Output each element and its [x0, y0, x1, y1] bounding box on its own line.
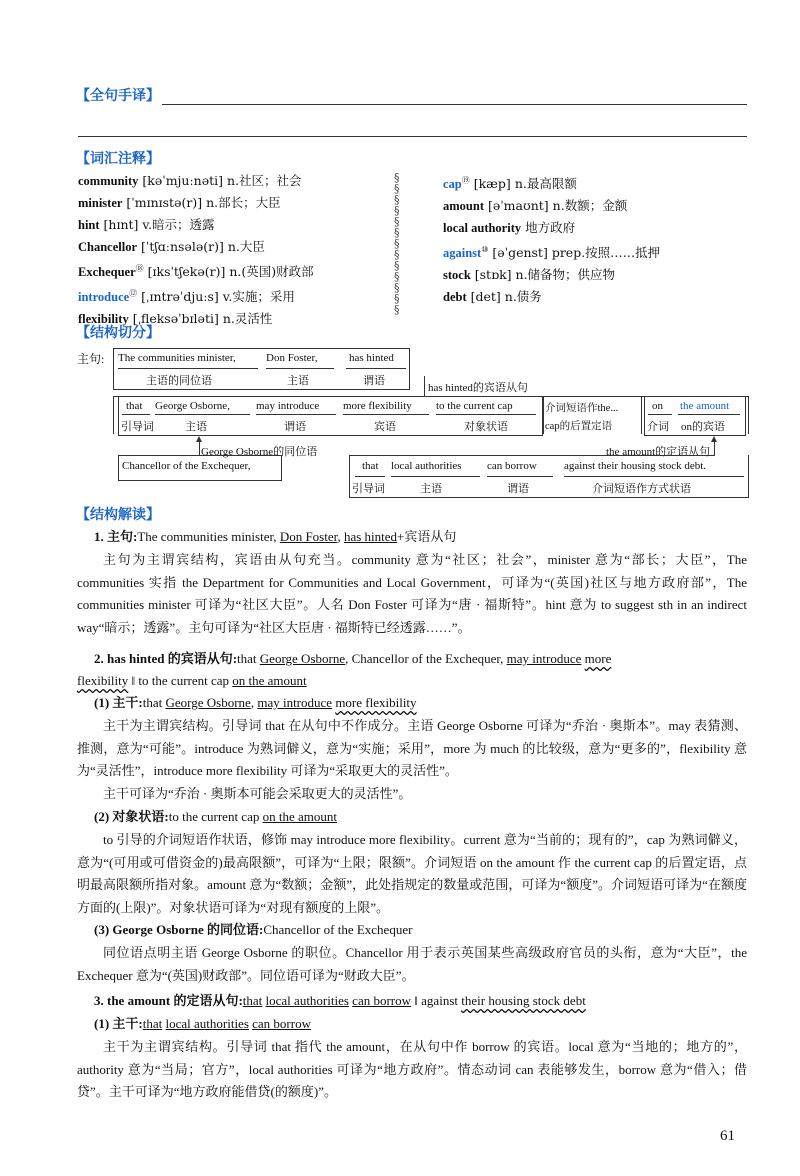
- row1-predicate-cn: 谓语: [363, 375, 385, 387]
- postmodifier-note-bottom: cap的后置定语: [545, 421, 613, 432]
- row2-underline: [155, 414, 250, 415]
- vocab-left-column: [78, 170, 398, 330]
- translation-line-1: [162, 104, 747, 105]
- section-2-1-heading: (1) 主干:that George Osborne, may introduce more flexibility: [94, 695, 417, 710]
- row3-that-cn: 引导词: [352, 483, 385, 495]
- row3-that-en: that: [362, 460, 379, 472]
- row3-subject-en: local authorities: [391, 460, 462, 472]
- vocab-entry: flexibility [ˌfleksəˈbɪləti] n.灵活性: [78, 311, 273, 327]
- row1-subject-en: Don Foster,: [266, 352, 318, 364]
- appositive-label: George Osborne的同位语: [201, 446, 318, 458]
- row1-appositive-en: The communities minister,: [118, 352, 236, 364]
- translation-line-2: [78, 136, 747, 137]
- row3-underline: [355, 476, 385, 477]
- vocab-entry: introduce⑫ [ˌɪntrəˈdjuːs] v.实施；采用: [78, 289, 295, 305]
- vocab-entry: minister [ˈmɪnɪstə(r)] n.部长；大臣: [78, 195, 281, 210]
- row2-that-cn: 引导词: [121, 421, 154, 433]
- vocab-entry: debt [det] n.债务: [443, 289, 542, 305]
- section-3-1-heading: (1) 主干:that local authorities can borrow: [94, 1016, 311, 1031]
- vocab-entry: local authority 地方政府: [443, 220, 576, 236]
- section-2-2-body: to 引导的介词短语作状语，修饰 may introduce more flexibility。current 意为“当前的；现有的”，cap 为熟词僻义，意为“(可用或可借资金的)最高限额”，可译为“上限；限额”。介词短语 on the amount 作 the current cap 的后置定语，点明最高限额所指对象。amount 意为“数额；金额”，此处指规定的数量或范围，可译为“额度”。介词短语可译为“在额度方面的(上限)”。对象状语可译为“对现有额度的上限”。: [77, 832, 747, 915]
- postmodifier-note-top: 介词短语作the...: [545, 403, 619, 414]
- structure-tag: 【结构切分】: [76, 325, 160, 341]
- vocab-entry: against⑩ [əˈgenst] prep.按照……抵押: [443, 245, 661, 261]
- row1-predicate-en: has hinted: [349, 352, 394, 364]
- object-clause-bracket: [113, 396, 114, 434]
- row2-underline: [122, 414, 150, 415]
- section-1-heading: 1. 主句:The communities minister, Don Foster, has hinted+宾语从句: [94, 529, 457, 544]
- main-clause-label: 主句:: [77, 352, 105, 366]
- vocab-entry: cap⑲ [kæp] n.最高限额: [443, 176, 577, 192]
- attributive-bracket: [349, 455, 715, 456]
- page-number: 61: [720, 1128, 735, 1144]
- row2-predicate-cn: 谓语: [284, 421, 306, 433]
- row3-underline: [391, 476, 480, 477]
- row2-object-cn: 宾语: [374, 421, 396, 433]
- attributive-bracket: [349, 455, 350, 497]
- attributive-bracket: [349, 497, 749, 498]
- vocab-entry: hint [hɪnt] v.暗示；透露: [78, 217, 215, 232]
- section-2-heading: 2. has hinted 的宾语从句:that George Osborne, Chancellor of the Exchequer, may introduce more: [94, 651, 612, 666]
- row2-tail-underline: [678, 414, 740, 415]
- section-2-2-heading: (2) 对象状语:to the current cap on the amount: [94, 809, 337, 824]
- row3-predicate-en: can borrow: [487, 460, 537, 472]
- object-clause-note: has hinted的宾语从句: [428, 382, 528, 394]
- vocab-entry: Exchequer⑱ [ɪksˈtʃekə(r)] n.(英国)财政部: [78, 264, 314, 280]
- row2-tail-underline: [648, 414, 672, 415]
- row1-underline: [266, 368, 334, 369]
- row2-underline: [256, 414, 336, 415]
- vocab-entry: Chancellor [ˈtʃɑːnsələ(r)] n.大臣: [78, 239, 265, 254]
- row1-underline: [346, 368, 406, 369]
- section-2-3-body: 同位语点明主语 George Osborne 的职位。Chancellor 用于表示英国某些高级政府官员的头衔，意为“大臣”，the Exchequer 意为“(英国)财政部”。同位语可译为“财政大臣”。: [77, 945, 747, 983]
- section-1-body: 主句为主谓宾结构，宾语由从句充当。community 意为“社区；社会”，minister 意为“部长；大臣”，The communities 实指 the Department for Communities and Local Government，可译为“(英国)社区与地方政府部”，The communities minister 可译为“社区大臣”。人名 Don Foster 可译为“唐 · 福斯特”。hint 意为 to suggest sth in an indirect way“暗示；透露”。主句可译为“社区大臣唐 · 福斯特已经透露……”。: [77, 552, 747, 635]
- section-3-heading: 3. the amount 的定语从句:that local authorities can borrow ‖ against their housing stock debt: [94, 993, 586, 1008]
- row3-appositive-en: Chancellor of the Exchequer,: [122, 460, 251, 472]
- attributive-label: the amount的定语从句: [606, 446, 711, 458]
- row2-adverbial-en: to the current cap: [436, 400, 513, 412]
- row2-predicate-en: may introduce: [256, 400, 320, 412]
- row2-subject-cn: 主语: [185, 421, 207, 433]
- appositive-arrow-line: [199, 441, 200, 455]
- row3-predicate-cn: 谓语: [507, 483, 529, 495]
- row1-underline: [118, 368, 258, 369]
- vocab-entry: community [kəˈmjuːnəti] n.社区；社会: [78, 173, 302, 188]
- row2-amount-cn: on的宾语: [681, 421, 725, 433]
- row2-on-cn: 介词: [647, 421, 669, 433]
- object-clause-bracket: [424, 376, 425, 396]
- section-2-1-body: 主干为主谓宾结构。引导词 that 在从句中不作成分。主语 George Osborne 可译为“乔治 · 奥斯本”。may 表猜测、推测，意为“可能”。introduce 为熟词僻义，意为“实施；采用”，more 为 much 的比较级，意为“更多的”，flexibility 意为“灵活性”，introduce more flexibility 可译为“采取更大的灵活性”。: [77, 718, 747, 778]
- row2-underline: [436, 414, 536, 415]
- vocab-right-column: [443, 170, 753, 308]
- section-3-1-body: 主干为主谓宾结构。引导词 that 指代 the amount，在从句中作 borrow 的宾语。local 意为“当地的；地方的”，authority 意为“当局；官方”，local authorities 可译为“地方政府”。情态动词 can 表能够发生，borrow 意为“借入；借贷”。主干可译为“地方政府能借贷(的额度)”。: [77, 1039, 747, 1099]
- attributive-bracket: [748, 455, 749, 497]
- row2-adverbial-cn: 对象状语: [464, 421, 508, 433]
- row3-subject-cn: 主语: [420, 483, 442, 495]
- vocab-tag: 【词汇注释】: [76, 151, 160, 167]
- section-2-heading-cont: flexibility ‖ to the current cap on the amount: [77, 673, 307, 688]
- row2-on-en: on: [652, 400, 663, 412]
- section-2-1-translation: 主干可译为“乔治 · 奥斯本可能会采取更大的灵活性”。: [103, 786, 412, 801]
- vocab-entry: stock [stɒk] n.储备物；供应物: [443, 267, 616, 283]
- object-clause-bracket: [748, 396, 749, 434]
- row2-subject-en: George Osborne,: [155, 400, 230, 412]
- reading-tag: 【结构解读】: [76, 507, 160, 523]
- full-translation-tag: 【全句手译】: [76, 88, 160, 104]
- row1-subject-cn: 主语: [287, 375, 309, 387]
- row2-underline: [343, 414, 429, 415]
- vocab-separator: § § § § § § § § § § § § §: [394, 171, 400, 316]
- row1-appositive-cn: 主语的同位语: [146, 375, 212, 387]
- vocab-entry: amount [əˈmaʊnt] n.数额；金额: [443, 198, 628, 214]
- row2-object-en: more flexibility: [343, 400, 412, 412]
- row2-amount-en: the amount: [680, 400, 730, 412]
- row3-underline: [487, 476, 553, 477]
- attributive-arrow-line: [714, 441, 715, 455]
- row3-underline: [564, 476, 744, 477]
- section-2-3-heading: (3) George Osborne 的同位语:Chancellor of the Exchequer: [94, 922, 413, 937]
- row2-that-en: that: [126, 400, 143, 412]
- row3-adverbial-en: against their housing stock debt.: [564, 460, 707, 472]
- row3-adverbial-cn: 介词短语作方式状语: [592, 483, 691, 495]
